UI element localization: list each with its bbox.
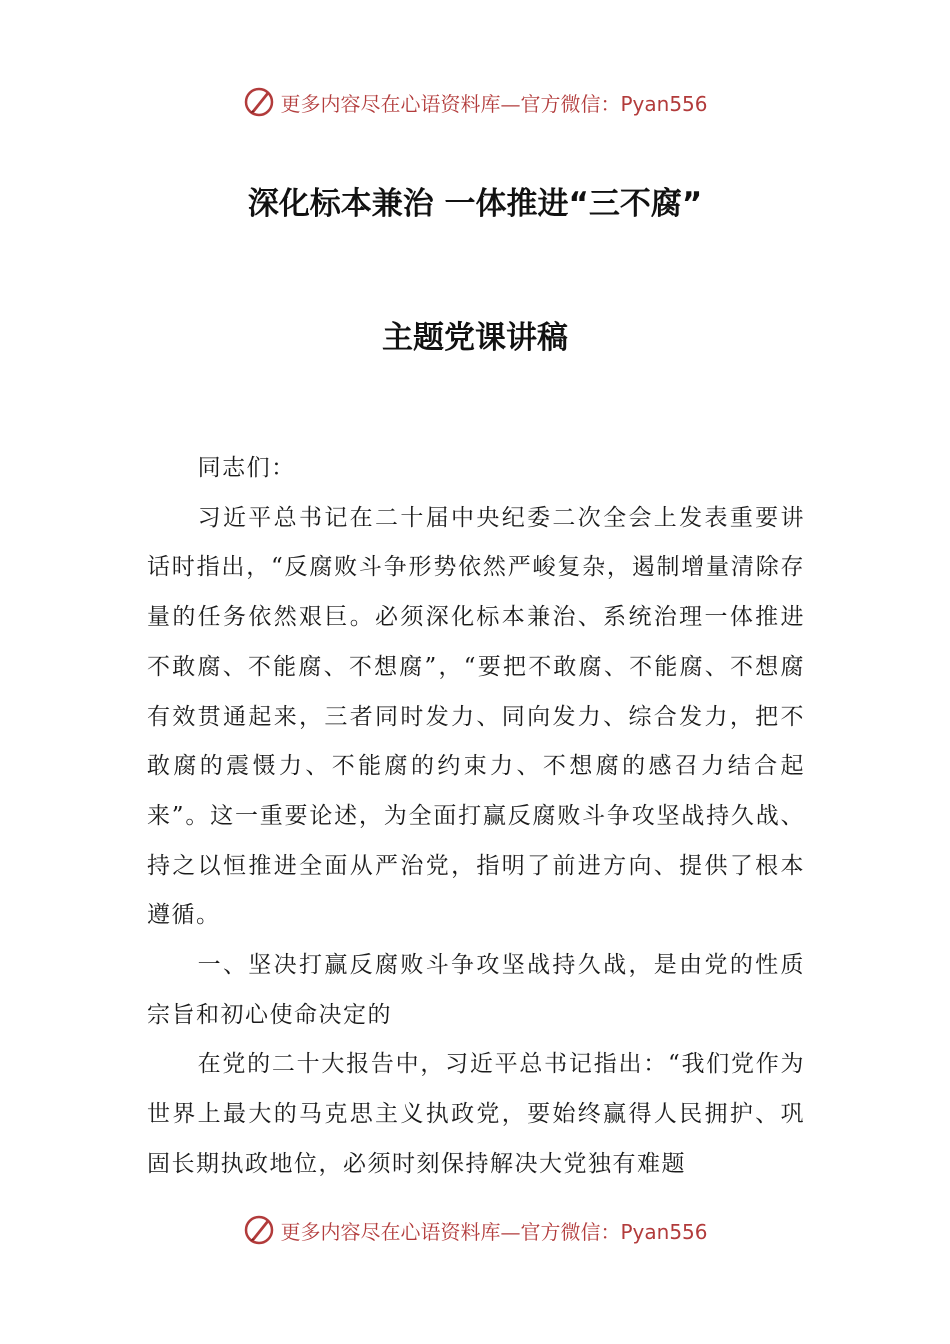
watermark-text: 更多内容尽在心语资料库—官方微信：Pyan556 (280, 91, 708, 116)
wechat-id: Pyan556 (620, 1219, 708, 1244)
section-heading-paragraph: 一、坚决打赢反腐败斗争攻坚战持久战，是由党的性质宗旨和初心使命决定的 (147, 952, 805, 1028)
body-paragraph: 习近平总书记在二十届中央纪委二次全会上发表重要讲话时指出，“反腐败斗争形势依然严峻复杂，遏制增量清除存量的任务依然艰巨。必须深化标本兼治、系统治理一体推进不敢腐、不能腐、不想腐”，“要把不敢腐、不能腐、不想腐有效贯通起来，三者同时发力、同向发力、综合发力，把不敢腐的震慑力、不能腐的约束力、不想腐的感召力结合起来”。这一重要论述，为全面打赢反腐败斗争攻坚战持久战、持之以恒推进全面从严治党，指明了前进方向、提供了根本遵循。 (147, 504, 805, 929)
document-title: 深化标本兼治 一体推进“三不腐” (247, 186, 703, 222)
footer-watermark-banner (0, 1210, 950, 1250)
document-subtitle: 主题党课讲稿 (382, 320, 568, 356)
header-watermark-banner (0, 82, 950, 122)
wechat-id: Pyan556 (620, 91, 708, 116)
watermark-text: 更多内容尽在心语资料库—官方微信：Pyan556 (280, 1219, 708, 1244)
quill-pen-logo-icon (242, 85, 276, 119)
salutation-paragraph: 同志们： (197, 455, 296, 481)
quill-pen-logo-icon (242, 1213, 276, 1247)
document-body (147, 444, 805, 1190)
body-paragraph: 在党的二十大报告中，习近平总书记指出：“我们党作为世界上最大的马克思主义执政党，要始终赢得人民拥护、巩固长期执政地位，必须时刻保持解决大党独有难题 (147, 1051, 805, 1177)
